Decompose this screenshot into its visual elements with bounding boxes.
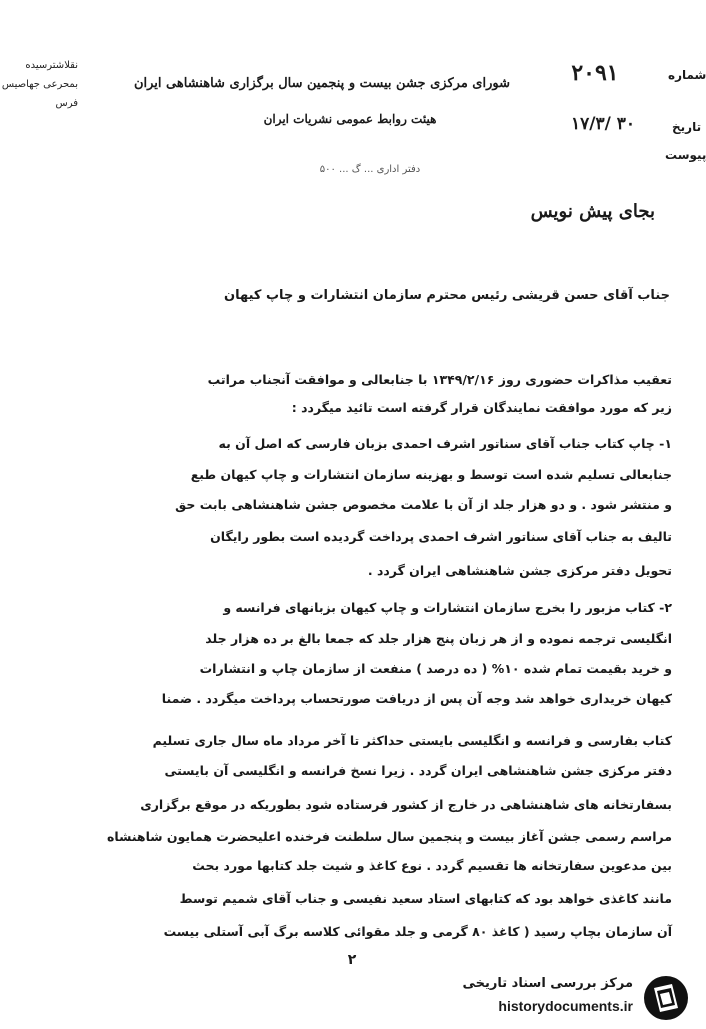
body-line: تالیف به جناب آقای سناتور اشرف احمدی پرداخت گردیده است بطور رایگان: [210, 529, 672, 544]
letter-date-value: ۱۷/۳/ ۳۰: [571, 114, 635, 134]
archive-emblem-icon: [641, 974, 691, 1022]
letter-number-value: ۲۰۹۱: [571, 60, 619, 86]
body-line: بسفارتخانه های شاهنشاهی در خارج از کشور فرستاده شود بطوریکه در موقع برگزاری: [140, 797, 672, 812]
archive-name: مرکز بررسی اسناد تاریخی: [462, 976, 633, 991]
archive-logo: [415, 970, 695, 1025]
stamp-text: بجای پیش نویس: [530, 201, 655, 222]
body-line: تعقیب مذاکرات حضوری روز ۱۳۴۹/۲/۱۶ با جنابعالی و موافقت آنجناب مراتب: [207, 372, 672, 387]
page-number: ۲: [347, 952, 357, 968]
body-line: کتاب بفارسی و فرانسه و انگلیسی بایستی حداکثر تا آخر مرداد ماه سال جاری تسلیم: [152, 733, 672, 748]
date-label: تاریخ: [672, 120, 702, 134]
body-line: مراسم رسمی جشن آغاز بیست و پنجمین سال سلطنت فرخنده اعلیحضرت همایون شاهنشاه: [107, 829, 672, 844]
body-line: مانند کاغذی خواهد بود که کتابهای استاد سعید نفیسی و جناب آقای شمیم توسط: [179, 891, 672, 906]
body-line: کیهان خریداری خواهد شد وجه آن پس از دریافت صورتحساب پرداخت میگردد . ضمنا: [161, 691, 672, 706]
body-line: دفتر مرکزی جشن شاهنشاهی ایران گردد . زیرا نسخ فرانسه و انگلیسی آن بایستی: [164, 763, 672, 778]
left-note-line: بمحرعی جهاصیس: [1, 79, 78, 90]
body-line: زیر که مورد موافقت نمایندگان قرار گرفته است تائید میگردد :: [291, 400, 672, 415]
left-margin-note: [1, 56, 78, 113]
body-line: تحویل دفتر مرکزی جشن شاهنشاهی ایران گردد .: [367, 563, 672, 578]
letterhead-title: شورای مرکزی جشن بیست و پنجمین سال برگزاری شاهنشاهی ایران: [133, 76, 510, 91]
body-line: ۲- کتاب مزبور را بخرج سازمان انتشارات و چاپ کیهان بزبانهای فرانسه و: [223, 600, 672, 615]
body-line: و خرید بقیمت تمام شده ۱۰% ( ده درصد ) منفعت از سازمان چاپ و انتشارات: [199, 661, 672, 676]
body-line: ۱- چاپ کتاب جناب آقای سناتور اشرف احمدی بزبان فارسی که اصل آن به: [218, 436, 672, 451]
left-note-line: نقلاشترسیده: [25, 60, 78, 71]
body-line: آن سازمان بچاپ رسید ( کاغذ ۸۰ گرمی و جلد مقوائی کلاسه برگ آبی آستلی بیست: [163, 924, 672, 939]
letterhead-subtitle: هیئت روابط عمومی نشریات ایران: [263, 112, 437, 126]
addressee-line: جناب آقای حسن قریشی رئیس محترم سازمان انتشارات و چاپ کیهان: [224, 288, 670, 303]
body-line: و منتشر شود . و دو هزار جلد از آن با علامت مخصوص جشن شاهنشاهی بابت حق: [175, 497, 672, 512]
draft-stamp: [490, 195, 665, 233]
number-label: شماره: [668, 68, 706, 82]
body-line: انگلیسی ترجمه نموده و از هر زبان پنج هزار جلد که جمعا بالغ بر ده هزار جلد: [205, 631, 672, 646]
body-line: جنابعالی تسلیم شده است توسط و بهزینه سازمان انتشارات و چاپ کیهان طبع: [190, 467, 672, 482]
body-line: بین مدعوین سفارتخانه ها تقسیم گردد . نوع کاغذ و شیت جلد کتابها مورد بحث: [192, 858, 672, 873]
left-note-line: فرس: [55, 98, 78, 109]
attachment-label: پیوست: [665, 148, 706, 162]
archive-website: historydocuments.ir: [498, 998, 633, 1014]
office-line: دفتر اداری ... گ ... ۵۰۰: [319, 164, 421, 175]
